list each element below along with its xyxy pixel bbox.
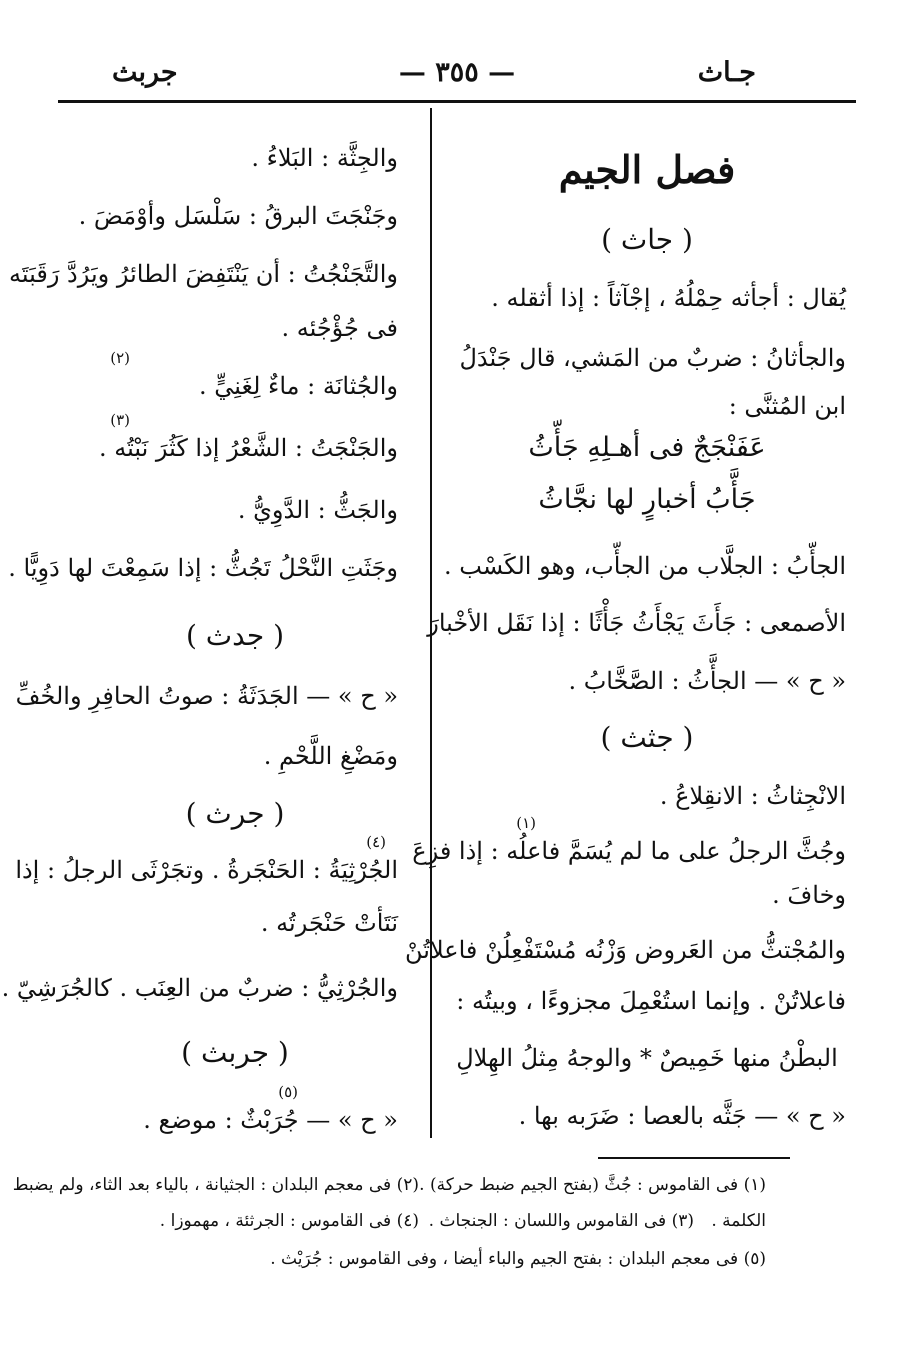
header-entry-word: جـاث	[697, 57, 756, 88]
text-line: والتَّجَنْجُتُ : أن يَنْتَفِضَ الطائرُ ويَرُدَّ رَقَبَتَه	[9, 260, 398, 288]
footnote-marker: (٤)	[366, 833, 386, 851]
footnote-1: (١) فى القاموس : جُثَّ (بفتح الجيم ضبط حركة) .	[419, 1175, 766, 1195]
entry-title-jath: ( جاث )	[601, 223, 693, 256]
verse-line: عَفَنْجَجٌ فى أهـلِهِ جَأّثُ	[528, 432, 766, 463]
verse-line: البطْنُ منها خَمِيصٌ * والوجهُ مِثلُ الهِلالِ	[456, 1044, 838, 1072]
text-line: نَتَأتْ حَنْجَرتُه .	[260, 909, 398, 937]
text-line: والمُجْتثُّ من العَروض وَزْنُه مُسْتَفْعِلُنْ فاعلاتُنْ	[405, 936, 846, 964]
text-line: وجَثَتِ النَّحْلُ تَجُثُّ : إذا سَمِعْتَ لها دَوِيًّا .	[8, 554, 398, 582]
text-line: والجُثانَة : ماءٌ لِغَنِيٍّ .	[199, 372, 398, 400]
text-line: « ح » — جَثَّه بالعصا : ضَرَبه بها .	[518, 1102, 846, 1130]
footnote-marker: (١)	[516, 814, 536, 832]
header-last-word: جربث	[112, 57, 178, 88]
footnote-marker: (٣)	[110, 411, 130, 429]
text-line: فاعلاتُنْ . وإنما استُعْمِلَ مجزوءًا ، وبيتُه :	[456, 987, 846, 1015]
text-line: الجأّبُ : الجلَّاب من الجأّب، وهو الكَسْب .	[444, 552, 846, 580]
text-line: والجَنْجَتُ : الشَّعْرُ إذا كَثُرَ نَبْتُه .	[98, 434, 398, 462]
text-line: والجَثُّ : الدَّوِيُّ .	[237, 496, 398, 524]
footnote-4: (٤) فى القاموس : الجرثئة ، مهموزا .	[159, 1211, 419, 1231]
entry-title-jarath: ( جرث )	[185, 797, 285, 830]
section-title: فصل الجيم	[558, 147, 736, 192]
text-line: الأصمعى : جَأَثَ يَجْأَثُ جَأْثًا : إذا نَقَل الأخْبارَ	[427, 609, 846, 637]
text-line: وجُثَّ الرجلُ على ما لم يُسَمَّ فاعلُه : إذا فزِعَ	[412, 837, 846, 865]
text-line: وخافَ .	[772, 881, 846, 909]
text-line: وجَنْجَتَ البرقُ : سَلْسَل وأوْمَضَ .	[78, 202, 398, 230]
verse-line: جَأَّبُ أخبارٍ لها نجَّاثُ	[538, 484, 756, 515]
text-line: « ح » — جُرَبْثٌ : موضع .	[143, 1106, 398, 1134]
footnote-rule	[598, 1157, 790, 1159]
header-rule	[58, 100, 856, 103]
footnote-2: (٢) فى معجم البلدان : الجثيانة ، بالياء بعد الثاء، ولم يضبط	[12, 1175, 419, 1195]
text-line: الجُرْثِيَةُ : الحَنْجَرةُ . وتجَرْثَى الرجلُ : إذا	[15, 856, 398, 884]
text-line: « ح » — الجَدَثَةُ : صوتُ الحافِرِ والخُفِّ	[15, 682, 398, 710]
footnote-3: (٣) فى القاموس واللسان : الجنجاث .	[428, 1211, 694, 1231]
entry-title-jadath: ( جدث )	[185, 619, 284, 652]
entry-title-jathth: ( جثث )	[600, 721, 694, 754]
text-line: فى جُؤْجُئه .	[281, 314, 398, 342]
footnote-marker: (٥)	[278, 1083, 298, 1101]
footnote-5: (٥) فى معجم البلدان : بفتح الجيم والباء أيضا ، وفى القاموس : جُرَيْث .	[270, 1249, 766, 1269]
text-line: ابن المُثنَّى :	[728, 392, 846, 420]
entry-title-jarbath: ( جربث )	[181, 1036, 289, 1069]
footnote-2-continued: الكلمة .	[711, 1211, 766, 1231]
text-line: والجُرْثِيُّ : ضربٌ من العِنَب . كالجُرَشِيّ .	[1, 974, 398, 1002]
page-number: — ٣٥٥ —	[398, 57, 516, 88]
footnote-marker: (٢)	[110, 349, 130, 367]
text-line: الانْجِثاثُ : الانقِلاعُ .	[659, 782, 846, 810]
text-line: « ح » — الجأَّثُ : الصَّخَّابُ .	[568, 667, 846, 695]
text-line: ومَضْغِ اللَّحْمِ .	[263, 742, 398, 770]
text-line: يُقال : أجأثه حِمْلُهُ ، إجْآثاً : إذا أثقله .	[491, 284, 846, 312]
text-line: والجأثانُ : ضربٌ من المَشي، قال جَنْدَلُ	[459, 344, 846, 372]
text-line: والجِثَّة : البَلاءُ .	[251, 144, 398, 172]
